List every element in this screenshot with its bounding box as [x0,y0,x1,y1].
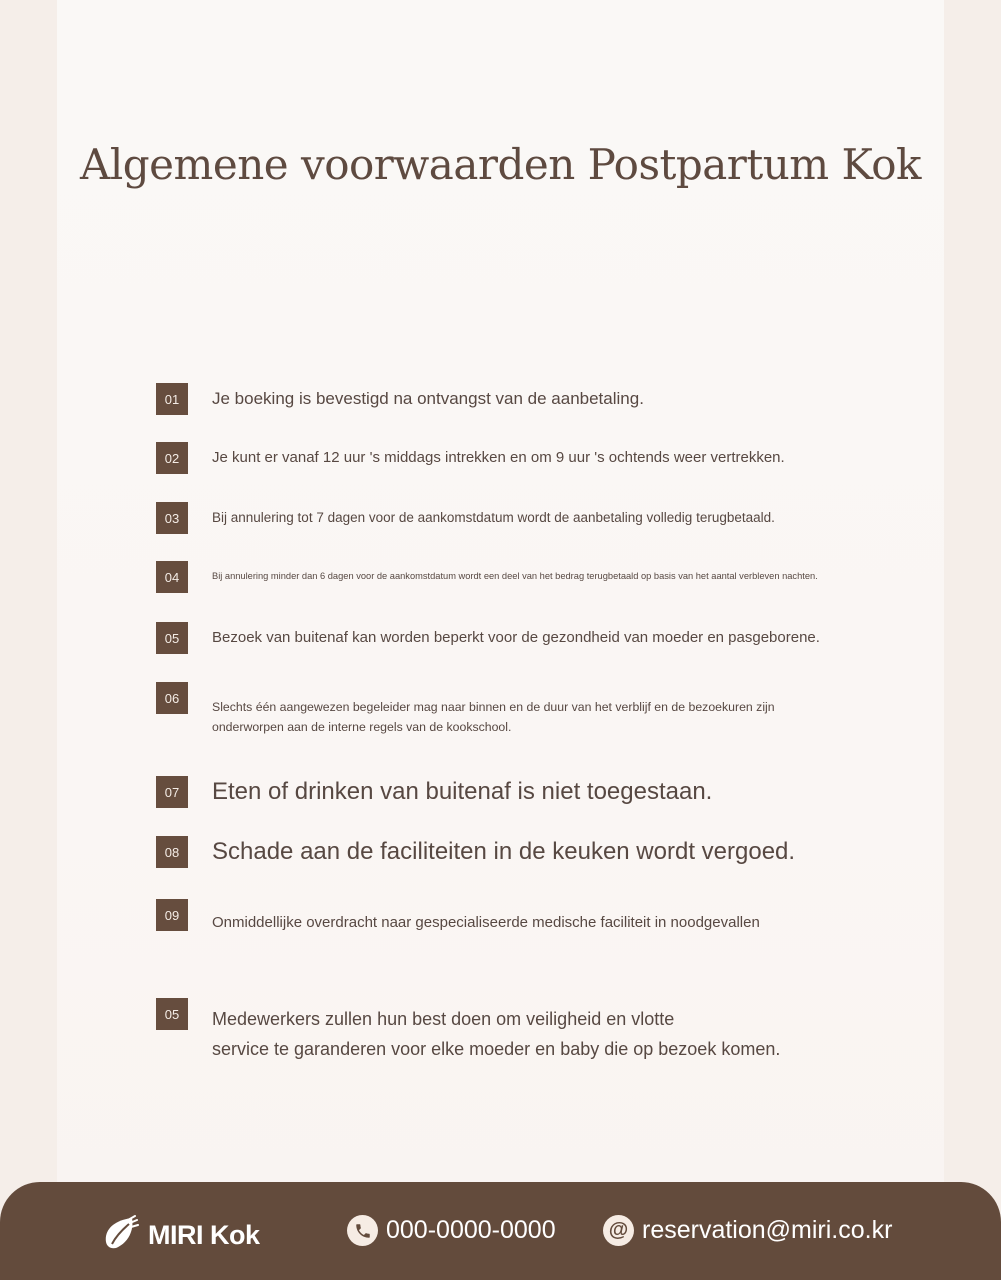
term-number-badge: 01 [156,383,188,415]
page-title: Algemene voorwaarden Postpartum Kok [80,140,921,189]
brand-name: MIRI Kok [148,1220,260,1250]
term-number-badge: 05 [156,998,188,1030]
term-text: Onmiddellijke overdracht naar gespecialiseerde medische faciliteit in noodgevallen [212,914,760,931]
term-text: Bezoek van buitenaf kan worden beperkt voor de gezondheid van moeder en pasgeborene. [212,629,820,646]
term-number-badge: 04 [156,561,188,593]
phone-number: 000-0000-0000 [386,1216,556,1244]
term-text: Slechts één aangewezen begeleider mag naar binnen en de duur van het verblijf en de bezoekuren zijn onderworpen aan de interne regels van de kookschool. [212,700,775,734]
term-number-badge: 07 [156,776,188,808]
term-number-badge: 08 [156,836,188,868]
term-number-badge: 03 [156,502,188,534]
leaf-hand-icon [102,1214,140,1257]
brand-logo[interactable] [102,1214,260,1257]
term-number-badge: 05 [156,622,188,654]
term-number-badge: 06 [156,682,188,714]
left-margin [0,0,57,1280]
right-margin [944,0,1001,1280]
phone-contact[interactable] [347,1215,556,1246]
term-text: Schade aan de faciliteiten in de keuken wordt vergoed. [212,838,796,865]
phone-icon [347,1215,378,1246]
term-number-badge: 09 [156,899,188,931]
term-text: Eten of drinken van buitenaf is niet toegestaan. [212,778,713,805]
term-number-badge: 02 [156,442,188,474]
footer [0,1182,1001,1280]
term-text: Je boeking is bevestigd na ontvangst van de aanbetaling. [212,389,644,408]
term-text-line: service te garanderen voor elke moeder en baby die op bezoek komen. [212,1039,781,1059]
term-text: Bij annulering minder dan 6 dagen voor de aankomstdatum wordt een deel van het bedrag terugbetaald op basis van het aantal verbleven nachten. [212,571,818,581]
email-address: reservation@miri.co.kr [642,1216,893,1244]
at-icon: @ [603,1215,634,1246]
term-text: Je kunt er vanaf 12 uur 's middags intrekken en om 9 uur 's ochtends weer vertrekken. [212,449,785,466]
email-contact[interactable] [603,1215,892,1246]
term-text: Bij annulering tot 7 dagen voor de aankomstdatum wordt de aanbetaling volledig terugbetaald. [212,510,775,525]
term-text [212,1004,780,1064]
term-text-line: Medewerkers zullen hun best doen om veiligheid en vlotte [212,1009,675,1029]
